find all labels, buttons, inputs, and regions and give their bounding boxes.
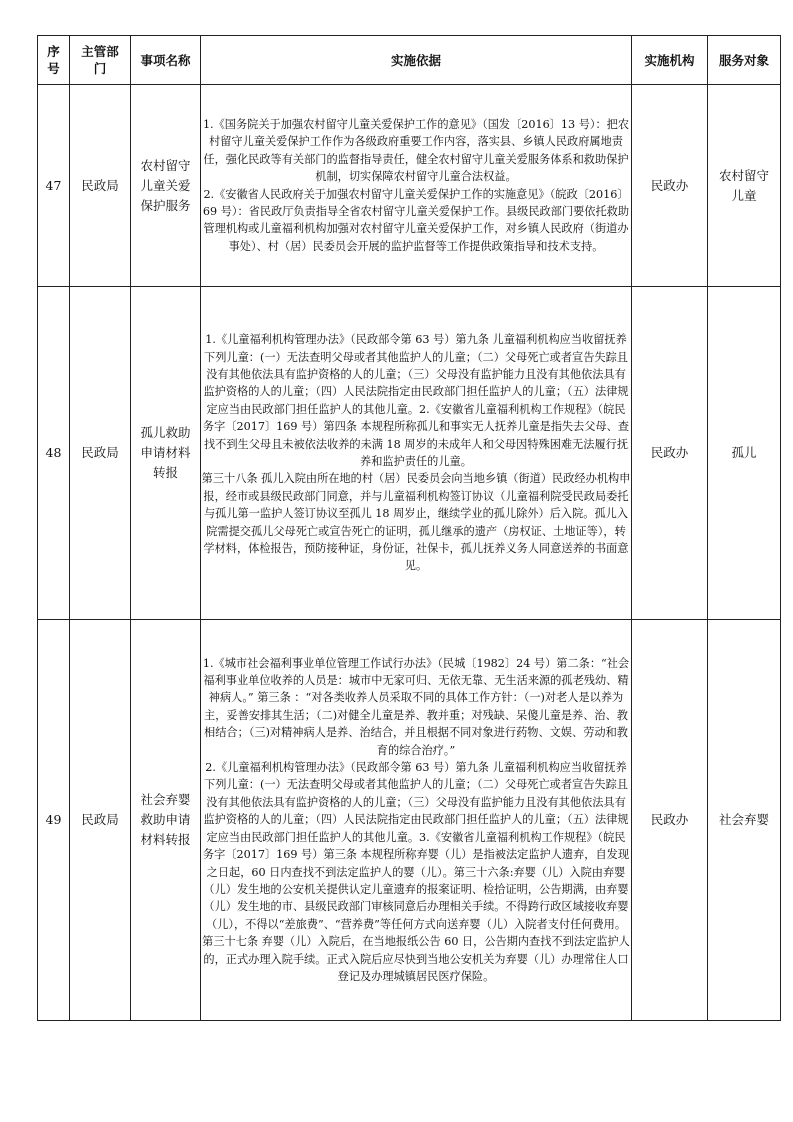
row-target: 农村留守 儿童: [708, 85, 781, 287]
header-dept: 主管部 门: [70, 36, 131, 85]
row-agency: 民政办: [632, 287, 708, 620]
header-basis: 实施依据: [201, 36, 632, 85]
table-row: [38, 287, 781, 620]
row-item-name: 农村留守 儿童关爱 保护服务: [131, 85, 201, 287]
row-seq: 48: [38, 287, 70, 620]
row-basis: [201, 85, 632, 287]
header-target: 服务对象: [708, 36, 781, 85]
row-dept: 民政局: [70, 620, 131, 1021]
row-dept: 民政局: [70, 287, 131, 620]
row-seq: 47: [38, 85, 70, 287]
row-agency: 民政办: [632, 85, 708, 287]
table-row: [38, 85, 781, 287]
basis-paragraph: 第三十八条 孤儿入院由所在地的村（居）民委员会向当地乡镇（街道）民政经办机构申报，经市或县级民政部门同意，并与儿童福利机构签订协议（儿童福利院受民政局委托与孤儿第一监护人签订协议至孤儿 18 周岁止，继续学业的孤儿除外）后入院。孤儿入院需提交孤儿父母死亡或宣告死亡的证明，孤儿继承的遗产（房权证、土地证等），转学材料，体检报告，预防接种证，身份证，社保卡，孤儿抚养义务人同意送养的书面意见。: [201, 472, 631, 573]
basis-paragraph: 2.《安徽省人民政府关于加强农村留守儿童关爱保护工作的实施意见》（皖政〔2016〕69 号）：省民政厅负责指导全省农村留守儿童关爱保护工作。县级民政部门要依托救助管理机构或儿童福利机构加强对农村留守儿童关爱保护工作，对乡镇人民政府（街道办事处）、村（居）民委员会开展的监护监督等工作提供政策指导和技术支持。: [202, 187, 630, 253]
basis-paragraph: 1.《国务院关于加强农村留守儿童关爱保护工作的意见》（国发〔2016〕13 号）：把农村留守儿童关爱保护工作作为各级政府重要工作内容，落实县、乡镇人民政府属地责任，强化民政等有关部门的监督指导责任，健全农村留守儿童关爱服务体系和救助保护机制，切实保障农村留守儿童合法权益。: [202, 117, 630, 184]
basis-paragraph: 2.《儿童福利机构管理办法》（民政部令第 63 号）第九条 儿童福利机构应当收留抚养下列儿童：(一）无法查明父母或者其他监护人的儿童；（二）父母死亡或者宣告失踪且没有其他依法具有监护资格的人的儿童；（三）父母没有监护能力且没有其他依法具有监护资格的人的儿童；（四）人民法院指定由民政部门担任监护人的儿童；（五）法律规定应当由民政部门担任监护人的其他儿童。3.《安徽省儿童福利机构工作规程》（皖民务字〔2017〕169 号）第三条 本规程所称弃婴（儿）是指被法定监护人遗弃，自发现之日起，60 日内查找不到法定监护人的婴（儿）。第三十六条:弃婴（儿）入院由弃婴（儿）发生地的公安机关提供认定儿童遗弃的报案证明、检拾证明，公告期满，由弃婴（儿）发生地的市、县级民政部门审核同意后办理相关手续。不得跨行政区域接收弃婴（儿），不得以“差旅费”、“营养费”等任何方式向送弃婴（儿）入院者支付任何费用。第三十七条 弃婴（儿）入院后，在当地报纸公告 60 日，公告期内查找不到法定监护人的，正式办理入院手续。正式入院后应尽快到当地公安机关为弃婴（儿）办理常住人口登记及办理城镇居民医疗保险。: [202, 761, 630, 983]
header-seq: 序 号: [38, 36, 70, 85]
row-item-name: 社会弃婴 救助申请 材料转报: [131, 620, 201, 1021]
table-row: [38, 620, 781, 1021]
row-basis: [201, 620, 632, 1021]
row-basis: [201, 287, 632, 620]
header-agency: 实施机构: [632, 36, 708, 85]
row-agency: 民政办: [632, 620, 708, 1021]
row-target: 孤儿: [708, 287, 781, 620]
service-items-table: [37, 35, 781, 1021]
basis-paragraph: 1.《城市社会福利事业单位管理工作试行办法》（民城〔1982〕24 号）第二条：“社会福利事业单位收养的人员是：城市中无家可归、无依无靠、无生活来源的孤老残幼、精神病人。” 第三条 ：“对各类收养人员采取不同的具体工作方针：（一)对老人是以养为主，妥善安排其生活；（二)对健全儿童是养、教并重；对残缺、呆傻儿童是养、治、教相结合；（三)对精神病人是养、治结合，并且根据不同对象进行药物、文娱、劳动和教育的综合治疗。”: [202, 656, 630, 757]
row-dept: 民政局: [70, 85, 131, 287]
row-target: 社会弃婴: [708, 620, 781, 1021]
header-item: 事项名称: [131, 36, 201, 85]
header-row: [38, 36, 781, 85]
row-seq: 49: [38, 620, 70, 1021]
row-item-name: 孤儿救助 申请材料 转报: [131, 287, 201, 620]
basis-paragraph: 1.《儿童福利机构管理办法》（民政部令第 63 号）第九条 儿童福利机构应当收留抚养下列儿童：(一）无法查明父母或者其他监护人的儿童；（二）父母死亡或者宣告失踪且没有其他依法具有监护资格的人的儿童；（三）父母没有监护能力且没有其他依法具有监护资格的人的儿童；（四）人民法院指定由民政部门担任监护人的儿童；（五）法律规定应当由民政部门担任监护人的其他儿童。2.《安徽省儿童福利机构工作规程》（皖民务字〔2017〕169 号）第四条 本规程所称孤儿和事实无人抚养儿童是指失去父母、查找不到生父母且未被依法收养的未满 18 周岁的未成年人和父母因特殊困难无法履行抚养和监护责任的儿童。: [202, 333, 630, 468]
